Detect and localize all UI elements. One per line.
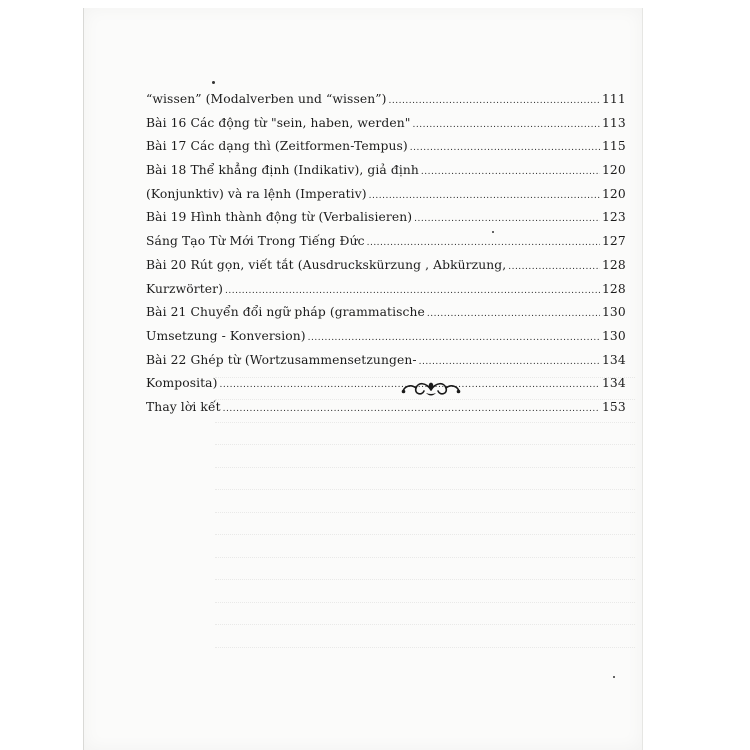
toc-entry-title: Umsetzung - Konversion) xyxy=(146,328,306,343)
leader-dots xyxy=(421,161,600,185)
toc-entry xyxy=(146,230,624,254)
leader-dots xyxy=(367,232,600,256)
toc-entry-title: Kurzwörter) xyxy=(146,281,223,296)
toc-entry-title: Bài 21 Chuyển đổi ngữ pháp (grammatische xyxy=(146,305,425,320)
toc-entry-page: 128 xyxy=(602,257,626,272)
toc-entry-title: Bài 17 Các dạng thì (Zeitformen-Tempus) xyxy=(146,139,408,154)
toc-entry xyxy=(146,349,624,373)
leader-dots xyxy=(389,90,600,114)
toc-entry xyxy=(146,325,624,349)
paper-speck xyxy=(212,81,215,84)
toc-entry xyxy=(146,278,624,302)
floral-divider-icon xyxy=(400,378,462,400)
toc-entry-page: 134 xyxy=(602,376,626,391)
toc-entry-title: (Konjunktiv) và ra lệnh (Imperativ) xyxy=(146,186,367,201)
toc-entry xyxy=(146,254,624,278)
paper-speck xyxy=(613,676,615,678)
toc-entry-title: Sáng Tạo Từ Mới Trong Tiếng Đức xyxy=(146,234,365,249)
toc-entry-page: 153 xyxy=(602,399,626,414)
toc-entry-title: Komposita) xyxy=(146,376,218,391)
toc-entry-title: Thay lời kết xyxy=(146,399,221,414)
toc-entry-page: 123 xyxy=(602,210,626,225)
toc-entry-title: Bài 16 Các động từ "sein, haben, werden" xyxy=(146,115,411,130)
paper-speck xyxy=(492,231,494,233)
leader-dots xyxy=(508,256,600,280)
leader-dots xyxy=(225,280,600,304)
leader-dots xyxy=(413,114,600,138)
leader-dots xyxy=(414,208,600,232)
toc-entry-title: “wissen” (Modalverben und “wissen”) xyxy=(146,92,387,106)
toc-entry-title: Bài 19 Hình thành động từ (Verbalisieren) xyxy=(146,210,413,225)
leader-dots xyxy=(223,398,600,422)
leader-dots xyxy=(369,185,600,209)
toc-entry xyxy=(146,183,624,207)
toc-entry-page: 120 xyxy=(602,186,626,201)
leader-dots xyxy=(427,303,600,327)
toc-entry-page: 111 xyxy=(602,92,626,106)
toc-entry-page: 115 xyxy=(602,139,626,154)
toc-entry-page: 127 xyxy=(602,234,626,249)
toc-entry-page: 120 xyxy=(602,163,626,178)
toc-entry-page: 134 xyxy=(602,352,626,367)
toc-entry-page: 128 xyxy=(602,281,626,296)
toc-entry xyxy=(146,112,624,136)
toc-entry-title: Bài 22 Ghép từ (Wortzusammensetzungen- xyxy=(146,352,417,367)
leader-dots xyxy=(410,137,600,161)
toc-entry-page: 130 xyxy=(602,305,626,320)
toc-entry-title: Bài 20 Rút gọn, viết tắt (Ausdruckskürzung , Abkürzung, xyxy=(146,257,507,272)
toc-entry xyxy=(146,88,624,112)
toc-entry xyxy=(146,159,624,183)
table-of-contents xyxy=(146,88,624,420)
toc-entry xyxy=(146,301,624,325)
toc-entry xyxy=(146,372,624,396)
leader-dots xyxy=(419,351,600,375)
toc-entry xyxy=(146,396,624,420)
toc-entry xyxy=(146,135,624,159)
toc-entry-page: 130 xyxy=(602,328,626,343)
toc-entry-title: Bài 18 Thể khẳng định (Indikativ), giả định xyxy=(146,163,419,178)
leader-dots xyxy=(308,327,600,351)
toc-entry-page: 113 xyxy=(602,115,626,130)
toc-entry xyxy=(146,206,624,230)
